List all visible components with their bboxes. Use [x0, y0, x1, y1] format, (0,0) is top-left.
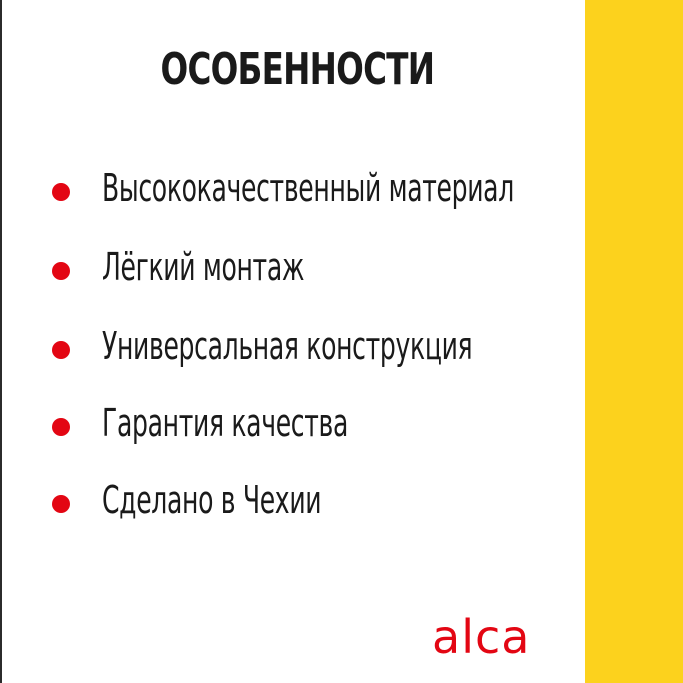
red-bullet-icon: [52, 341, 70, 359]
page-title: ОСОБЕННОСТИ: [160, 44, 435, 95]
feature-item-warranty: [52, 401, 582, 451]
feature-item-construction: [52, 324, 582, 374]
feature-label: Лёгкий монтаж: [102, 245, 305, 289]
feature-label: Сделано в Чехии: [102, 478, 322, 522]
feature-item-material: [52, 166, 582, 216]
feature-item-installation: [52, 245, 582, 295]
red-bullet-icon: [52, 183, 70, 201]
feature-label: Высококачественный материал: [102, 166, 514, 210]
red-bullet-icon: [52, 418, 70, 436]
red-bullet-icon: [52, 495, 70, 513]
feature-item-origin: [52, 478, 582, 528]
alca-logo: alca: [432, 610, 531, 664]
yellow-accent-stripe: [585, 0, 683, 683]
feature-label: Универсальная конструкция: [102, 324, 473, 368]
feature-label: Гарантия качества: [102, 401, 349, 445]
red-bullet-icon: [52, 262, 70, 280]
